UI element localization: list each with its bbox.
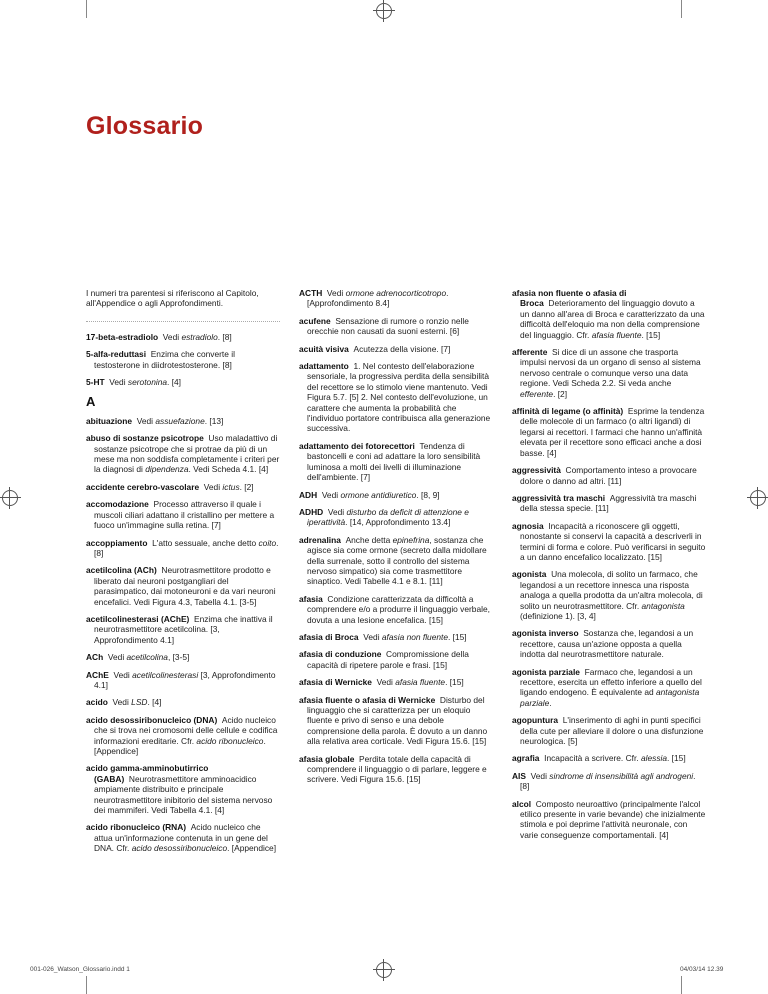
entry-definition: Neurotrasmettitore amminoacidico ampiamente distribuito e principale neurotrasmettitore inibitorio del sistema nervoso dei mammiferi. Vedi Tabella 4.1. [4]: [94, 773, 273, 816]
entry-term: afasia di conduzione: [299, 649, 382, 660]
entry-suffix: . [8]: [94, 537, 279, 558]
trim-mark: [681, 0, 682, 18]
entry-definition: Uso maladattivo di sostanze psicotrope che si protrae da più di un mese ma non soddisfa completamente i criteri per la diagnosi di: [94, 433, 280, 475]
entry-definition: Tendenza di bastoncelli e coni ad adattare la loro sensibilità luminosa a molti dei livelli di illuminazione dell'ambiente. [7]: [307, 440, 481, 483]
entry-term: agonista inverso: [512, 628, 579, 639]
entry-reference: estradiolo: [181, 331, 218, 342]
entry-term: accidente cerebro-vascolare: [86, 481, 200, 492]
entry-definition: L'atto sessuale, anche detto: [152, 537, 259, 548]
entry-suffix: , sostanza che agisce sia come ormone (secreto dalla midollare della surrenale, sotto il controllo del sistema nervoso simpatico) sia come trasmettitore sinaptico. Vedi Tabelle 4.1 e 8.1. [11]: [307, 534, 487, 587]
glossary-entry: [512, 715, 706, 746]
entry-term: afasia fluente o afasia di Wernicke: [299, 694, 436, 705]
divider: [86, 321, 280, 322]
entry-definition: Vedi: [109, 377, 128, 388]
entry-suffix: . [4]: [147, 697, 162, 708]
entry-term: ADH: [299, 489, 318, 500]
glossary-entry: [86, 349, 280, 370]
letter-a-entries: [86, 416, 280, 854]
entry-definition: Farmaco che, legandosi a un recettore, esercita un effetto inferiore a quello del ligando endogeno. È equivalente ad: [520, 666, 702, 698]
entry-definition: Incapacità a scrivere. Cfr.: [544, 753, 641, 764]
glossary-entry: [86, 670, 280, 691]
entry-reference: coito: [258, 537, 277, 548]
entry-definition: L'inserimento di aghi in punti specifici della cute per alleviare il dolore o una disfunzione neurologica. [5]: [520, 715, 704, 747]
entry-definition: Sensazione di rumore o ronzio nelle orecchie non causati da suoni esterni. [6]: [307, 315, 469, 337]
entry-definition: Incapacità a riconoscere gli oggetti, nonostante si conservi la capacità a descriverli in termini di forma e colore. Può verificarsi in seguito a un danno encefalico localizzato. [15]: [520, 520, 706, 562]
entry-term: adattamento: [299, 361, 349, 372]
footer-file-slug: 001-026_Watson_Glossario.indd 1: [30, 966, 130, 973]
entry-term: ACTH: [299, 288, 323, 298]
glossary-entry: [86, 499, 280, 530]
trim-mark: [86, 0, 87, 18]
entry-definition: Perdita totale della capacità di comprendere il linguaggio o di parlare, leggere e scrivere. Vedi Figura 15.6. [15]: [307, 753, 487, 785]
glossary-entry: [299, 316, 493, 337]
entry-term: afasia di Wernicke: [299, 677, 372, 688]
entry-definition: Vedi: [321, 489, 341, 500]
entry-definition: Vedi: [363, 631, 382, 642]
numeric-entries: [86, 332, 280, 388]
glossary-entry: [299, 632, 493, 642]
entry-term: adattamento dei fotorecettori: [299, 440, 415, 451]
glossary-entry: [299, 754, 493, 785]
glossary-entry: [86, 416, 280, 426]
entry-definition: Vedi: [162, 331, 182, 342]
entry-definition: Una molecola, di solito un farmaco, che legandosi a un recettore innesca una risposta analoga a quella prodotta da un'altra molecola, di solito un neurotrasmettitore. Cfr.: [520, 569, 703, 611]
entry-suffix: . [15]: [667, 753, 686, 764]
entry-term: acido: [86, 697, 108, 708]
glossary-entry: [86, 715, 280, 757]
entry-term: adrenalina: [299, 534, 341, 545]
entry-term: aggressività tra maschi: [512, 492, 606, 503]
entry-term: alcol: [512, 798, 532, 809]
entry-definition: 1. Nel contesto dell'elaborazione sensoriale, la progressiva perdita della sensibilità del recettore se lo stimolo viene mantenuto. Vedi Figura 5.7. [5] 2. Nel contesto dell'evoluzione, un carattere che aumenta la probabilità che l'individuo portatore contribuisca alla generazione successiva.: [307, 361, 491, 434]
entry-term: afasia globale: [299, 753, 355, 764]
entry-definition: Deterioramento del linguaggio dovuto a un danno all'area di Broca e caratterizzato da una difficoltà dell'eloquio ma non della comprensione del linguaggio. Cfr.: [520, 298, 705, 340]
entry-term: AChE: [86, 669, 109, 680]
glossary-entry: [512, 406, 706, 458]
entry-definition: Vedi: [530, 770, 550, 781]
glossary-entry: [299, 594, 493, 625]
entry-reference: acetilcolina: [126, 652, 168, 663]
entry-suffix: . [15]: [448, 631, 467, 642]
entry-definition: Disturbo del linguaggio che si caratterizza per un eloquio fluente e privo di senso e una debole comprensione della parola. È dovuto a un danno alla relativa area corticale. Vedi Figura 15.6. [15]: [307, 694, 488, 747]
entry-term: afasia: [299, 593, 323, 604]
footer-timestamp: 04/03/14 12.39: [680, 966, 724, 973]
entry-definition: Acido nucleico che si trova nei cromosomi delle cellule e codifica informazioni ereditarie. Cfr.: [94, 714, 278, 746]
entry-reference: acido desossiribonucleico: [131, 843, 228, 854]
entry-suffix: . Vedi Scheda 4.1. [4]: [188, 464, 269, 475]
registration-mark-icon: [750, 490, 766, 506]
glossary-entry: [299, 649, 493, 670]
glossary-column-2: [299, 288, 493, 792]
entry-reference: antagonista: [641, 600, 685, 611]
entry-term: acuità visiva: [299, 343, 349, 354]
glossary-entry: [86, 565, 280, 607]
entry-suffix: , [3-5]: [167, 652, 190, 663]
entry-reference: serotonina: [127, 377, 168, 388]
entry-definition: Acido nucleico che attua un'informazione contenuta in un gene del DNA. Cfr.: [94, 822, 268, 854]
glossary-entry: [512, 347, 706, 399]
entry-reference: efferente: [520, 388, 554, 399]
glossary-entry: [86, 697, 280, 707]
entry-definition: Enzima che inattiva il neurotrasmettitore acetilcolina. [3, Approfondimento 4.1]: [94, 613, 273, 645]
glossary-entry: [86, 763, 280, 815]
entry-term: accoppiamento: [86, 537, 148, 548]
glossary-entry: [512, 771, 706, 792]
entry-term: agrafia: [512, 753, 540, 764]
glossary-entry: [86, 433, 280, 475]
glossary-entry: [299, 361, 493, 434]
glossary-entry: [512, 628, 706, 659]
entry-reference: acido ribonucleico: [196, 735, 264, 746]
entry-term: 5-alfa-reduttasi: [86, 349, 147, 360]
entry-term: AIS: [512, 770, 526, 781]
entry-term: abituazione: [86, 415, 133, 426]
entry-suffix: . [8, 9]: [416, 489, 440, 500]
entry-term: afasia non fluente o afasia di Broca: [512, 288, 627, 309]
entry-reference: afasia fluente: [395, 677, 446, 688]
entry-term: 5-HT: [86, 377, 105, 388]
glossary-entry: [86, 538, 280, 559]
entry-term: ADHD: [299, 506, 324, 517]
entry-suffix: . [15]: [445, 677, 464, 688]
entry-definition: Vedi: [113, 669, 133, 680]
entry-term: acufene: [299, 315, 331, 326]
entry-suffix: . [Appendice]: [227, 843, 277, 854]
glossary-entry: [512, 753, 706, 763]
entry-reference: LSD: [131, 697, 148, 708]
glossary-entry: [299, 677, 493, 687]
entry-suffix: . [13]: [204, 415, 224, 426]
entry-reference: acetilcolinesterasi: [132, 669, 199, 680]
entry-definition: Vedi: [112, 697, 132, 708]
entry-definition: Esprime la tendenza delle molecole di un farmaco (o altri ligandi) di legarsi ai recettori. I farmaci che hanno un'affinità elevata per il recettore sono efficaci anche a dosi basse. [4]: [520, 406, 705, 458]
entry-term: agonista: [512, 569, 547, 580]
entry-term: ACh: [86, 652, 104, 663]
entry-reference: afasia non fluente: [381, 631, 449, 642]
section-letter: A: [86, 394, 96, 410]
entry-term: affinità di legame (o affinità): [512, 406, 624, 417]
glossary-entry: [86, 482, 280, 492]
entry-term: acido ribonucleico (RNA): [86, 822, 187, 833]
entry-term: afferente: [512, 347, 548, 358]
entry-reference: sindrome di insensibilità agli androgeni: [549, 770, 694, 781]
glossary-entry: [86, 614, 280, 645]
entry-term: agonista parziale: [512, 666, 580, 677]
entry-definition: Vedi: [326, 288, 346, 298]
entry-term: abuso di sostanze psicotrope: [86, 433, 204, 444]
glossary-entry: [299, 490, 493, 500]
entry-definition: Si dice di un assone che trasporta impulsi nervosi da un organo di senso al sistema nervoso centrale o comunque verso una data regione. Vedi Scheda 2.2. Si veda anche: [520, 347, 701, 389]
entry-definition: Composto neuroattivo (principalmente l'alcol etilico presente in varie bevande) che inizialmente stimola e poi deprime l'attività neuronale, con varie conseguenze comportamentali. [4]: [520, 798, 706, 840]
entry-definition: Vedi: [376, 677, 396, 688]
glossary-entry: [512, 465, 706, 486]
glossary-entry: [512, 799, 706, 841]
entry-definition: Vedi: [203, 481, 223, 492]
entry-definition: Compromissione della capacità di ripetere parole e frasi. [15]: [307, 649, 469, 670]
entry-reference: ormone adrenocorticotropo: [345, 288, 447, 298]
registration-mark-icon: [2, 490, 18, 506]
entry-term: acido desossiribonucleico (DNA): [86, 714, 218, 725]
entry-term: acido gamma-amminobutirrico (GABA): [86, 763, 209, 784]
trim-mark: [86, 976, 87, 994]
entry-definition: Acutezza della visione. [7]: [353, 343, 451, 354]
entry-term: accomodazione: [86, 499, 149, 510]
entry-definition: Processo attraverso il quale i muscoli ciliari adattano il cristallino per mettere a fuoco un'immagine sulla retina. [7]: [94, 499, 275, 531]
entry-definition: Vedi: [136, 415, 156, 426]
registration-mark-icon: [376, 3, 392, 19]
entry-term: aggressività: [512, 465, 561, 476]
entry-reference: alessia: [640, 753, 668, 764]
entry-suffix: . [15]: [641, 329, 661, 340]
registration-mark-icon: [376, 962, 392, 978]
trim-mark: [681, 976, 682, 994]
glossary-column-3: [512, 288, 706, 847]
entry-reference: ormone antidiuretico: [340, 489, 417, 500]
entry-definition: Aggressività tra maschi della stessa specie. [11]: [520, 492, 697, 514]
entry-suffix: . [14, Approfondimento 13.4]: [345, 517, 451, 528]
entry-definition: Sostanza che, legandosi a un recettore, causa un'azione opposta a quella indotta dal neurotrasmettitore naturale.: [520, 628, 694, 660]
entry-term: afasia di Broca: [299, 631, 359, 642]
entry-suffix: . [2]: [553, 388, 568, 399]
entry-suffix: . [8]: [520, 770, 696, 792]
glossary-entry: [512, 521, 706, 563]
entry-term: agnosia: [512, 520, 544, 531]
entry-suffix: . [2]: [239, 481, 254, 492]
glossary-entry: [299, 288, 493, 309]
entry-definition: Vedi: [327, 506, 347, 517]
entry-suffix: .: [549, 697, 552, 708]
glossary-entry: [299, 507, 493, 528]
entry-reference: dipendenza: [145, 464, 189, 475]
entry-reference: epinefrina: [392, 534, 430, 545]
entry-term: 17-beta-estradiolo: [86, 331, 159, 342]
entry-reference: antagonista parziale: [520, 687, 700, 708]
entry-suffix: . [8]: [217, 331, 232, 342]
glossary-entry: [86, 652, 280, 662]
entry-definition: Comportamento inteso a provocare dolore o danno ad altri. [11]: [520, 465, 697, 486]
entry-suffix: . [4]: [167, 377, 182, 388]
glossary-entry: [299, 535, 493, 587]
glossary-entry: [86, 332, 280, 342]
entry-definition: Vedi: [107, 652, 127, 663]
glossary-entry: [299, 441, 493, 483]
glossary-entry: [512, 667, 706, 709]
entry-definition: Neurotrasmettitore prodotto e liberato dai neuroni postgangliari del parasimpatico, dai motoneuroni e da vari neuroni encefalici. Vedi Figura 4.3, Tabella 4.1. [3-5]: [94, 565, 276, 607]
entry-suffix: (definizione 1). [3, 4]: [520, 610, 596, 621]
entry-term: agopuntura: [512, 715, 559, 726]
entry-reference: afasia fluente: [591, 329, 642, 340]
entry-reference: ictus: [222, 481, 240, 492]
glossary-entry: [299, 695, 493, 747]
entry-definition: Condizione caratterizzata da difficoltà a comprendere e/o a produrre il linguaggio verbale, dovuta a una lesione encefalica. [15]: [307, 593, 490, 625]
entry-suffix: . [Appendice]: [94, 735, 266, 756]
page-title: Glossario: [86, 112, 204, 140]
glossary-entry: [512, 288, 706, 340]
entry-term: acetilcolinesterasi (AChE): [86, 613, 190, 624]
glossary-entry: [86, 377, 280, 387]
entry-reference: assuefazione: [155, 415, 205, 426]
entry-suffix: [3, Approfondimento 4.1]: [94, 669, 276, 690]
entry-reference: disturbo da deficit di attenzione e iperattività: [307, 506, 469, 528]
intro-note: I numeri tra parentesi si riferiscono al Capitolo, all'Appendice o agli Approfondimenti.: [86, 288, 259, 309]
entry-suffix: . [Approfondimento 8.4]: [307, 288, 449, 309]
glossary-entry: [299, 344, 493, 354]
glossary-entry: [512, 569, 706, 621]
entry-definition: Enzima che converte il testosterone in diidrotestosterone. [8]: [94, 349, 235, 370]
glossary-entry: [512, 493, 706, 514]
glossary-entry: [86, 822, 280, 853]
glossary-column-1: [86, 288, 280, 861]
entry-definition: Anche detta: [345, 534, 393, 545]
entry-term: acetilcolina (ACh): [86, 565, 157, 576]
